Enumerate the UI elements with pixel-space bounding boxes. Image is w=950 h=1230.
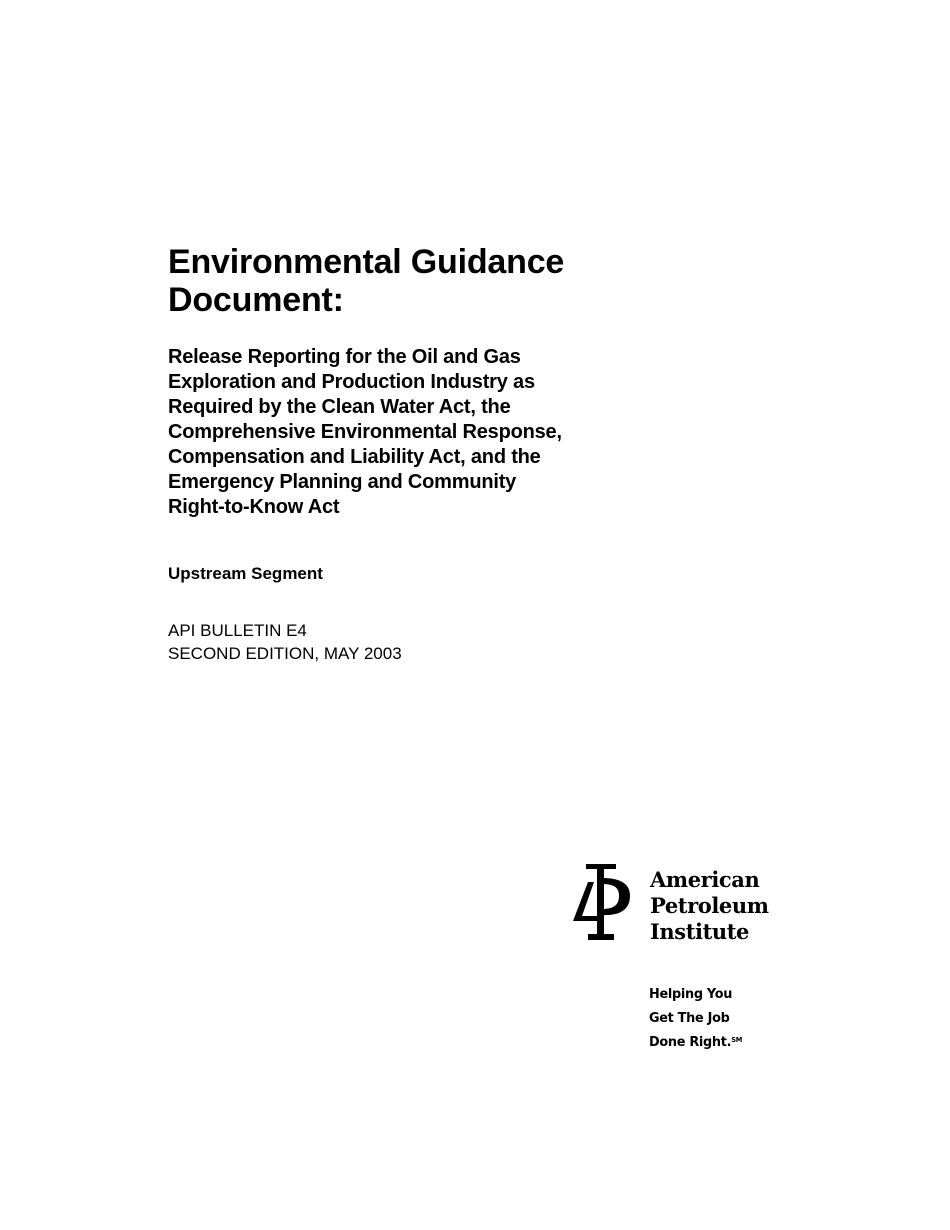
wordmark-line: Institute	[650, 919, 750, 944]
subtitle-line: Emergency Planning and Community	[168, 471, 517, 493]
api-tagline	[649, 982, 742, 1054]
tagline-line: Done Right.	[649, 1034, 732, 1050]
wordmark-line: Petroleum	[650, 893, 769, 918]
document-subtitle	[168, 345, 688, 520]
subtitle-line: Compensation and Liability Act, and the	[168, 446, 541, 468]
service-mark: SM	[731, 1036, 743, 1044]
subtitle-line: Release Reporting for the Oil and Gas	[168, 346, 521, 368]
api-wordmark	[650, 867, 769, 945]
tagline-line: Get The Job	[649, 1010, 730, 1026]
subtitle-line: Required by the Clean Water Act, the	[168, 396, 511, 418]
bulletin-number: API BULLETIN E4	[168, 621, 307, 640]
api-emblem-icon	[572, 864, 632, 944]
subtitle-line: Exploration and Production Industry as	[168, 371, 535, 393]
api-logo	[572, 864, 782, 944]
subtitle-line: Comprehensive Environmental Response,	[168, 421, 562, 443]
document-title	[168, 243, 728, 319]
tagline-line: Helping You	[649, 986, 733, 1002]
title-line: Document:	[168, 281, 344, 319]
wordmark-line: American	[650, 867, 760, 892]
edition-date: SECOND EDITION, MAY 2003	[168, 644, 402, 663]
subtitle-line: Right-to-Know Act	[168, 496, 340, 518]
bulletin-info	[168, 619, 402, 665]
title-line: Environmental Guidance	[168, 243, 565, 281]
tagline-line-last	[649, 1030, 742, 1054]
segment-label: Upstream Segment	[168, 564, 323, 583]
